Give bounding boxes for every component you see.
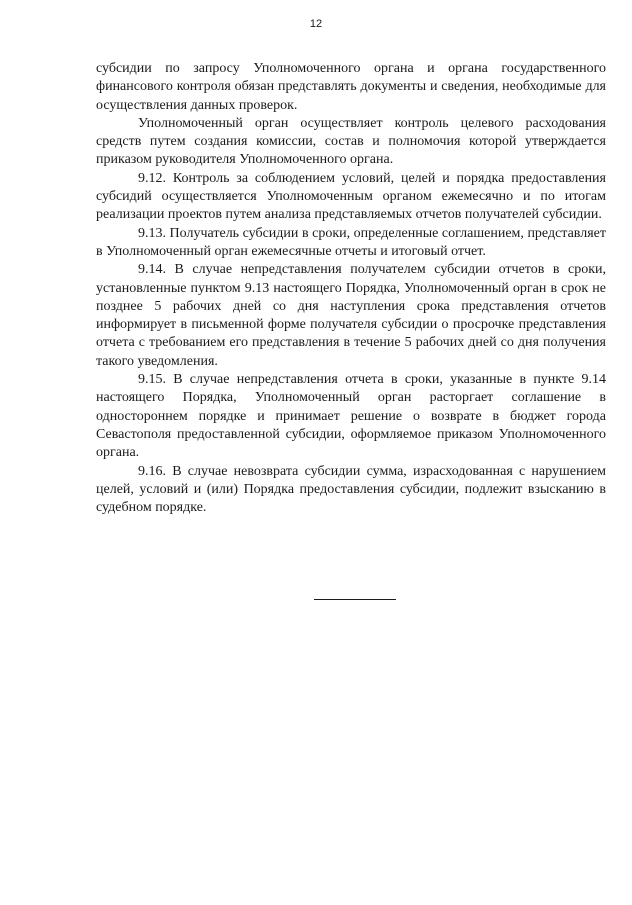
paragraph-9-15: 9.15. В случае непредставления отчета в сроки, указанные в пункте 9.14 настоящего Порядка, Уполномоченный орган расторгает соглашение в одностороннем порядке и принимает решение о возврате в бюджет города Севастополя предоставленной субсидии, оформляемое приказом Уполномоченного органа. <box>96 372 606 461</box>
paragraph-control-commission: Уполномоченный орган осуществляет контроль целевого расходования средств путем создания комиссии, состав и полномочия которой утверждается приказом руководителя Уполномоченного органа. <box>96 115 606 168</box>
paragraph-9-12: 9.12. Контроль за соблюдением условий, целей и порядка предоставления субсидий осуществляется Уполномоченным органом ежемесячно и по итогам реализации проектов путем анализа представляемых отчетов получателей субсидии. <box>96 170 606 223</box>
paragraph-9-14: 9.14. В случае непредставления получателем субсидии отчетов в сроки, установленные пунктом 9.13 настоящего Порядка, Уполномоченный орган в срок не позднее 5 рабочих дней со дня наступления срока представления отчетов информирует в письменной форме получателя субсидии о просрочке представления отчета с требованием его представления в течение 5 рабочих дней со дня получения такого уведомления. <box>96 262 606 369</box>
paragraph-continuation: субсидии по запросу Уполномоченного органа и органа государственного финансового контроля обязан представлять документы и сведения, необходимые для осуществления данных проверок. <box>96 61 606 113</box>
paragraph-9-13: 9.13. Получатель субсидии в сроки, определенные соглашением, представляет в Уполномоченный орган ежемесячные отчеты и итоговый отчет. <box>96 225 606 259</box>
document-body <box>96 60 606 517</box>
paragraph-9-16: 9.16. В случае невозврата субсидии сумма, израсходованная с нарушением целей, условий и (или) Порядка предоставления субсидии, подлежит взысканию в судебном порядке. <box>96 463 606 516</box>
end-divider <box>314 599 396 600</box>
page-number: 12 <box>309 18 323 30</box>
